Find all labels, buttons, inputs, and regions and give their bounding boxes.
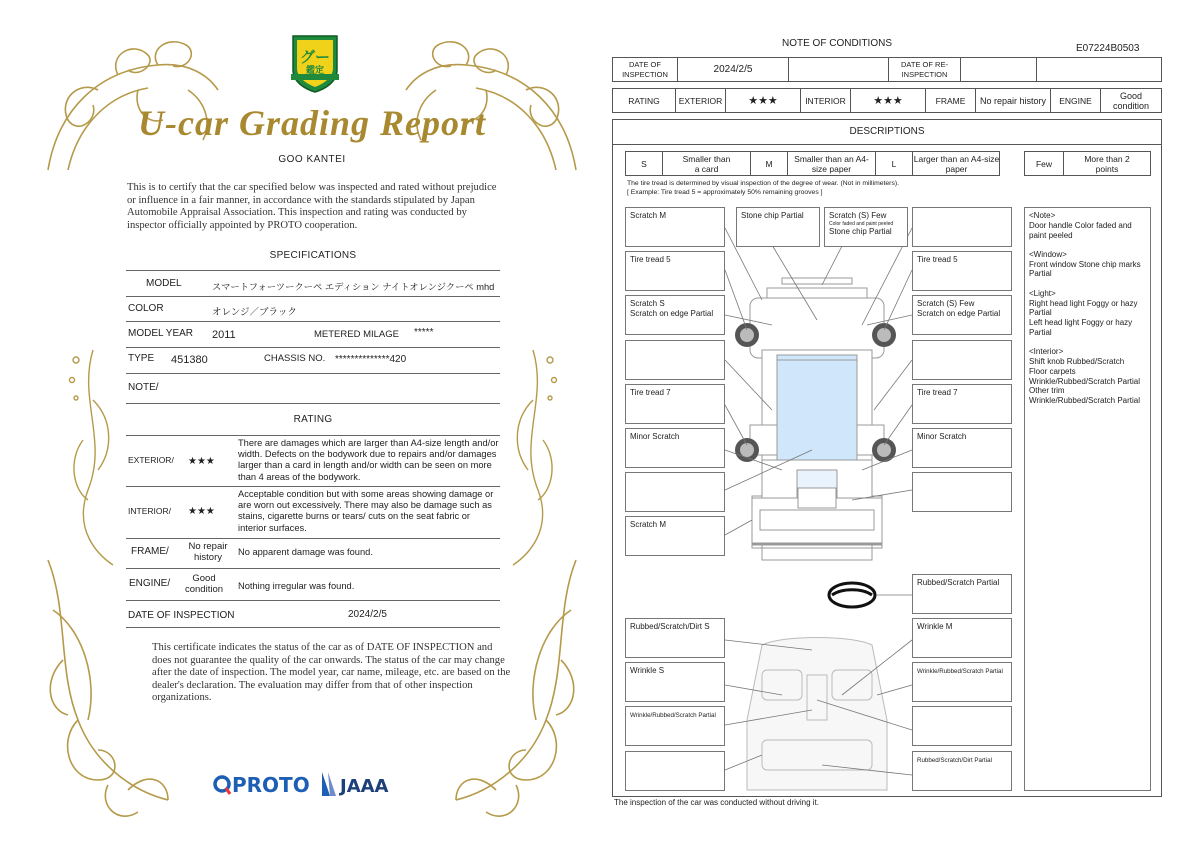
engine-description: Nothing irregular was found. — [238, 581, 355, 591]
chassis-value: **************420 — [335, 354, 407, 365]
report-id: E07224B0503 — [1076, 43, 1140, 54]
note-item — [1029, 250, 1146, 279]
note-heading: <Window> — [1029, 249, 1067, 259]
damage-label: Tire tread 7 — [630, 388, 671, 397]
divider — [126, 486, 500, 487]
damage-label: Stone chip Partial — [829, 227, 892, 236]
divider — [126, 538, 500, 539]
model-value: スマートフォーツークーペ エディション ナイトオレンジクーペ mhd — [212, 282, 495, 292]
damage-label-box — [912, 706, 1012, 746]
damage-label-box — [736, 207, 820, 247]
legend-text: Smaller than an A4-size paper — [794, 153, 869, 174]
type-label: TYPE — [128, 353, 155, 364]
model-year-value: 2011 — [212, 329, 236, 341]
damage-label: Wrinkle M — [917, 622, 953, 631]
damage-label-box — [625, 207, 725, 247]
damage-label-box — [912, 251, 1012, 291]
specifications-heading: SPECIFICATIONS — [269, 250, 357, 261]
descriptions-heading: DESCRIPTIONS — [849, 126, 925, 137]
engine-label: ENGINE/ — [129, 578, 171, 589]
note-item — [1029, 347, 1146, 406]
date-inspection-value: 2024/2/5 — [713, 63, 753, 75]
legend-code: L — [891, 158, 897, 169]
note-body: Door handle Color faded and paint peeled — [1029, 220, 1132, 240]
interior-label: INTERIOR/ — [128, 506, 171, 516]
divider — [126, 600, 500, 601]
exterior-description: There are damages which are larger than A4-size length and/or width. Defects on the bodywork due to repairs and/or damages larger than a card in length and/or width can be seen on more than 4 areas of the bodywork. — [238, 438, 499, 482]
jaaa-logo-text: JAAA — [340, 776, 389, 797]
damage-label: Scratch on edge Partial — [917, 309, 1001, 318]
note-item — [1029, 289, 1146, 338]
engine-value: Good condition — [184, 573, 224, 596]
damage-label-box — [625, 251, 725, 291]
date-inspection-label: DATE OF INSPECTION — [622, 59, 668, 79]
damage-label-box — [625, 428, 725, 468]
date-reinspection-label: DATE OF RE-INSPECTION — [901, 59, 948, 79]
note-heading: <Interior> — [1029, 347, 1064, 357]
damage-label: Scratch (S) Few — [829, 211, 887, 220]
certificate-title: U-car Grading Report — [137, 103, 486, 143]
frame-value: No repair history — [188, 541, 228, 564]
mileage-value: ***** — [414, 327, 434, 338]
frame-label: FRAME — [935, 95, 966, 106]
certificate-footer: This certificate indicates the status of the car as of DATE OF INSPECTION and does not guarantee the quality of the car onwards. The status of the car may change after the date of inspection. The model year, car name, mileage, etc. are based on the dealer's declaration. The evaluation may differ from that of other inspection organizations. — [152, 642, 511, 704]
damage-label-box — [912, 662, 1012, 702]
model-year-label: MODEL YEAR — [128, 328, 194, 339]
damage-label-box — [625, 618, 725, 658]
damage-label-box — [912, 295, 1012, 335]
badge-top-text: グー — [299, 48, 331, 66]
damage-label-box — [625, 706, 725, 746]
certificate-subtitle: GOO KANTEI — [278, 154, 346, 165]
damage-label-box — [912, 340, 1012, 380]
damage-label-box — [912, 428, 1012, 468]
damage-label: Stone chip Partial — [741, 211, 804, 220]
note-label: NOTE/ — [128, 382, 159, 393]
damage-label: Scratch on edge Partial — [630, 309, 714, 318]
logos — [210, 766, 410, 802]
damage-label-box — [824, 207, 908, 247]
goo-kantei-badge-icon — [287, 32, 343, 94]
divider — [126, 321, 500, 322]
damage-label: Scratch M — [630, 520, 667, 529]
damage-label: Tire tread 5 — [917, 255, 958, 264]
engine-value: Good condition — [1112, 90, 1150, 111]
damage-label-box — [912, 472, 1012, 512]
note-heading: <Note> — [1029, 211, 1056, 220]
frame-description: No apparent damage was found. — [238, 547, 373, 557]
color-label: COLOR — [128, 303, 164, 314]
interior-stars: ★★★ — [873, 94, 903, 107]
damage-label: Wrinkle S — [630, 666, 665, 675]
damage-label-box — [912, 207, 1012, 247]
color-value: オレンジ／ブラック — [212, 307, 297, 318]
damage-label: Tire tread 7 — [917, 388, 958, 397]
legend-code: M — [765, 158, 773, 169]
damage-label: Minor Scratch — [630, 432, 680, 441]
date-of-inspection-label: DATE OF INSPECTION — [128, 610, 235, 621]
ornament-right-side — [498, 340, 568, 570]
damage-label: Scratch (S) Few — [917, 299, 975, 308]
proto-logo-icon — [215, 773, 310, 797]
legend-text: Smaller than a card — [682, 153, 731, 174]
damage-label-box — [625, 516, 725, 556]
note-body: Right head light Foggy or hazy Partial Left head light Foggy or hazy Partial — [1029, 298, 1138, 337]
frame-label: FRAME/ — [131, 546, 169, 557]
damage-label-box — [625, 472, 725, 512]
tire-note: The tire tread is determined by visual inspection of the degree of wear. (Not in millimeters). — [627, 180, 899, 187]
model-label: MODEL — [146, 278, 182, 289]
legend-text: Larger than an A4-size paper — [913, 153, 1000, 174]
damage-label: Wrinkle/Rubbed/Scratch Partial — [630, 712, 716, 719]
divider — [126, 347, 500, 348]
note-heading: <Light> — [1029, 288, 1056, 298]
engine-label: ENGINE — [1059, 95, 1092, 106]
divider — [126, 373, 500, 374]
divider — [126, 568, 500, 569]
date-of-inspection-value: 2024/2/5 — [348, 609, 387, 620]
damage-label-box — [912, 618, 1012, 658]
mileage-label: METERED MILAGE — [314, 329, 399, 340]
divider — [126, 627, 500, 628]
tire-example: [ Example: Tire tread 5 = approximately 50% remaining grooves ] — [627, 189, 823, 196]
damage-label-box — [625, 295, 725, 335]
note-body: Front window Stone chip marks Partial — [1029, 259, 1141, 279]
damage-label-detail: Color faded and paint peeled — [829, 221, 894, 227]
exterior-stars: ★★★ — [748, 94, 778, 107]
exterior-stars: ★★★ — [188, 456, 215, 467]
damage-label-box — [625, 662, 725, 702]
damage-label-box — [912, 384, 1012, 424]
divider — [126, 403, 500, 404]
frame-value: No repair history — [979, 95, 1047, 106]
legend-code: S — [641, 158, 647, 169]
divider — [126, 435, 500, 436]
jaaa-logo-icon — [322, 772, 389, 797]
note-item — [1029, 211, 1146, 240]
type-value: 451380 — [171, 354, 208, 366]
exterior-label: EXTERIOR — [678, 95, 723, 106]
interior-stars: ★★★ — [188, 506, 215, 517]
steering-wheel-icon — [829, 583, 875, 607]
interior-description: Acceptable condition but with some areas showing damage or are worn out excessively. There may also be damage such as stains, cigarette burns or tears/ cuts on the seat fabric or interior surfaces. — [238, 489, 494, 533]
badge-bottom-text: 鑑定 — [305, 66, 325, 76]
note-body: Shift knob Rubbed/Scratch Floor carpets Wrinkle/Rubbed/Scratch Partial Other trim Wrinkle/Rubbed/Scratch Partial — [1029, 357, 1141, 406]
rating-heading: RATING — [293, 414, 333, 425]
divider — [126, 296, 500, 297]
chassis-label: CHASSIS NO. — [264, 353, 326, 364]
car-exterior-diagram — [750, 278, 884, 560]
interior-label: INTERIOR — [805, 95, 846, 106]
damage-label: Scratch S — [630, 299, 665, 308]
damage-label-box — [625, 751, 725, 791]
grading-certificate — [38, 30, 586, 830]
damage-label: Rubbed/Scratch/Dirt S — [630, 622, 710, 631]
damage-label-box — [625, 384, 725, 424]
damage-label: Rubbed/Scratch Partial — [917, 578, 1000, 587]
damage-label-box — [625, 340, 725, 380]
certificate-intro: This is to certify that the car specified below was inspected and rated without prejudice or influence in a fair manner, in accordance with the standards stipulated by Japan Automobile Appraisal Association. This inspection and rating was conducted by inspector officially appointed by PROTO cooperation. — [127, 182, 497, 231]
inspection-footer: The inspection of the car was conducted without driving it. — [614, 798, 819, 807]
note-title: NOTE OF CONDITIONS — [782, 38, 892, 49]
damage-label-box — [912, 751, 1012, 791]
damage-label: Minor Scratch — [917, 432, 967, 441]
damage-label: Wrinkle/Rubbed/Scratch Partial — [917, 668, 1003, 675]
damage-label: Rubbed/Scratch/Dirt Partial — [917, 757, 992, 764]
rating-label: RATING — [628, 95, 660, 106]
damage-label-box — [912, 574, 1012, 614]
damage-label: Scratch M — [630, 211, 667, 220]
ornament-left-side — [58, 340, 128, 570]
damage-label: Tire tread 5 — [630, 255, 671, 264]
legend-text: More than 2 points — [1084, 153, 1130, 174]
divider — [126, 270, 500, 271]
notes-list — [1024, 207, 1151, 791]
legend-code: Few — [1035, 158, 1053, 169]
car-interior-diagram — [747, 638, 887, 791]
proto-logo-text: PROTO — [232, 773, 310, 797]
exterior-label: EXTERIOR/ — [128, 455, 174, 465]
